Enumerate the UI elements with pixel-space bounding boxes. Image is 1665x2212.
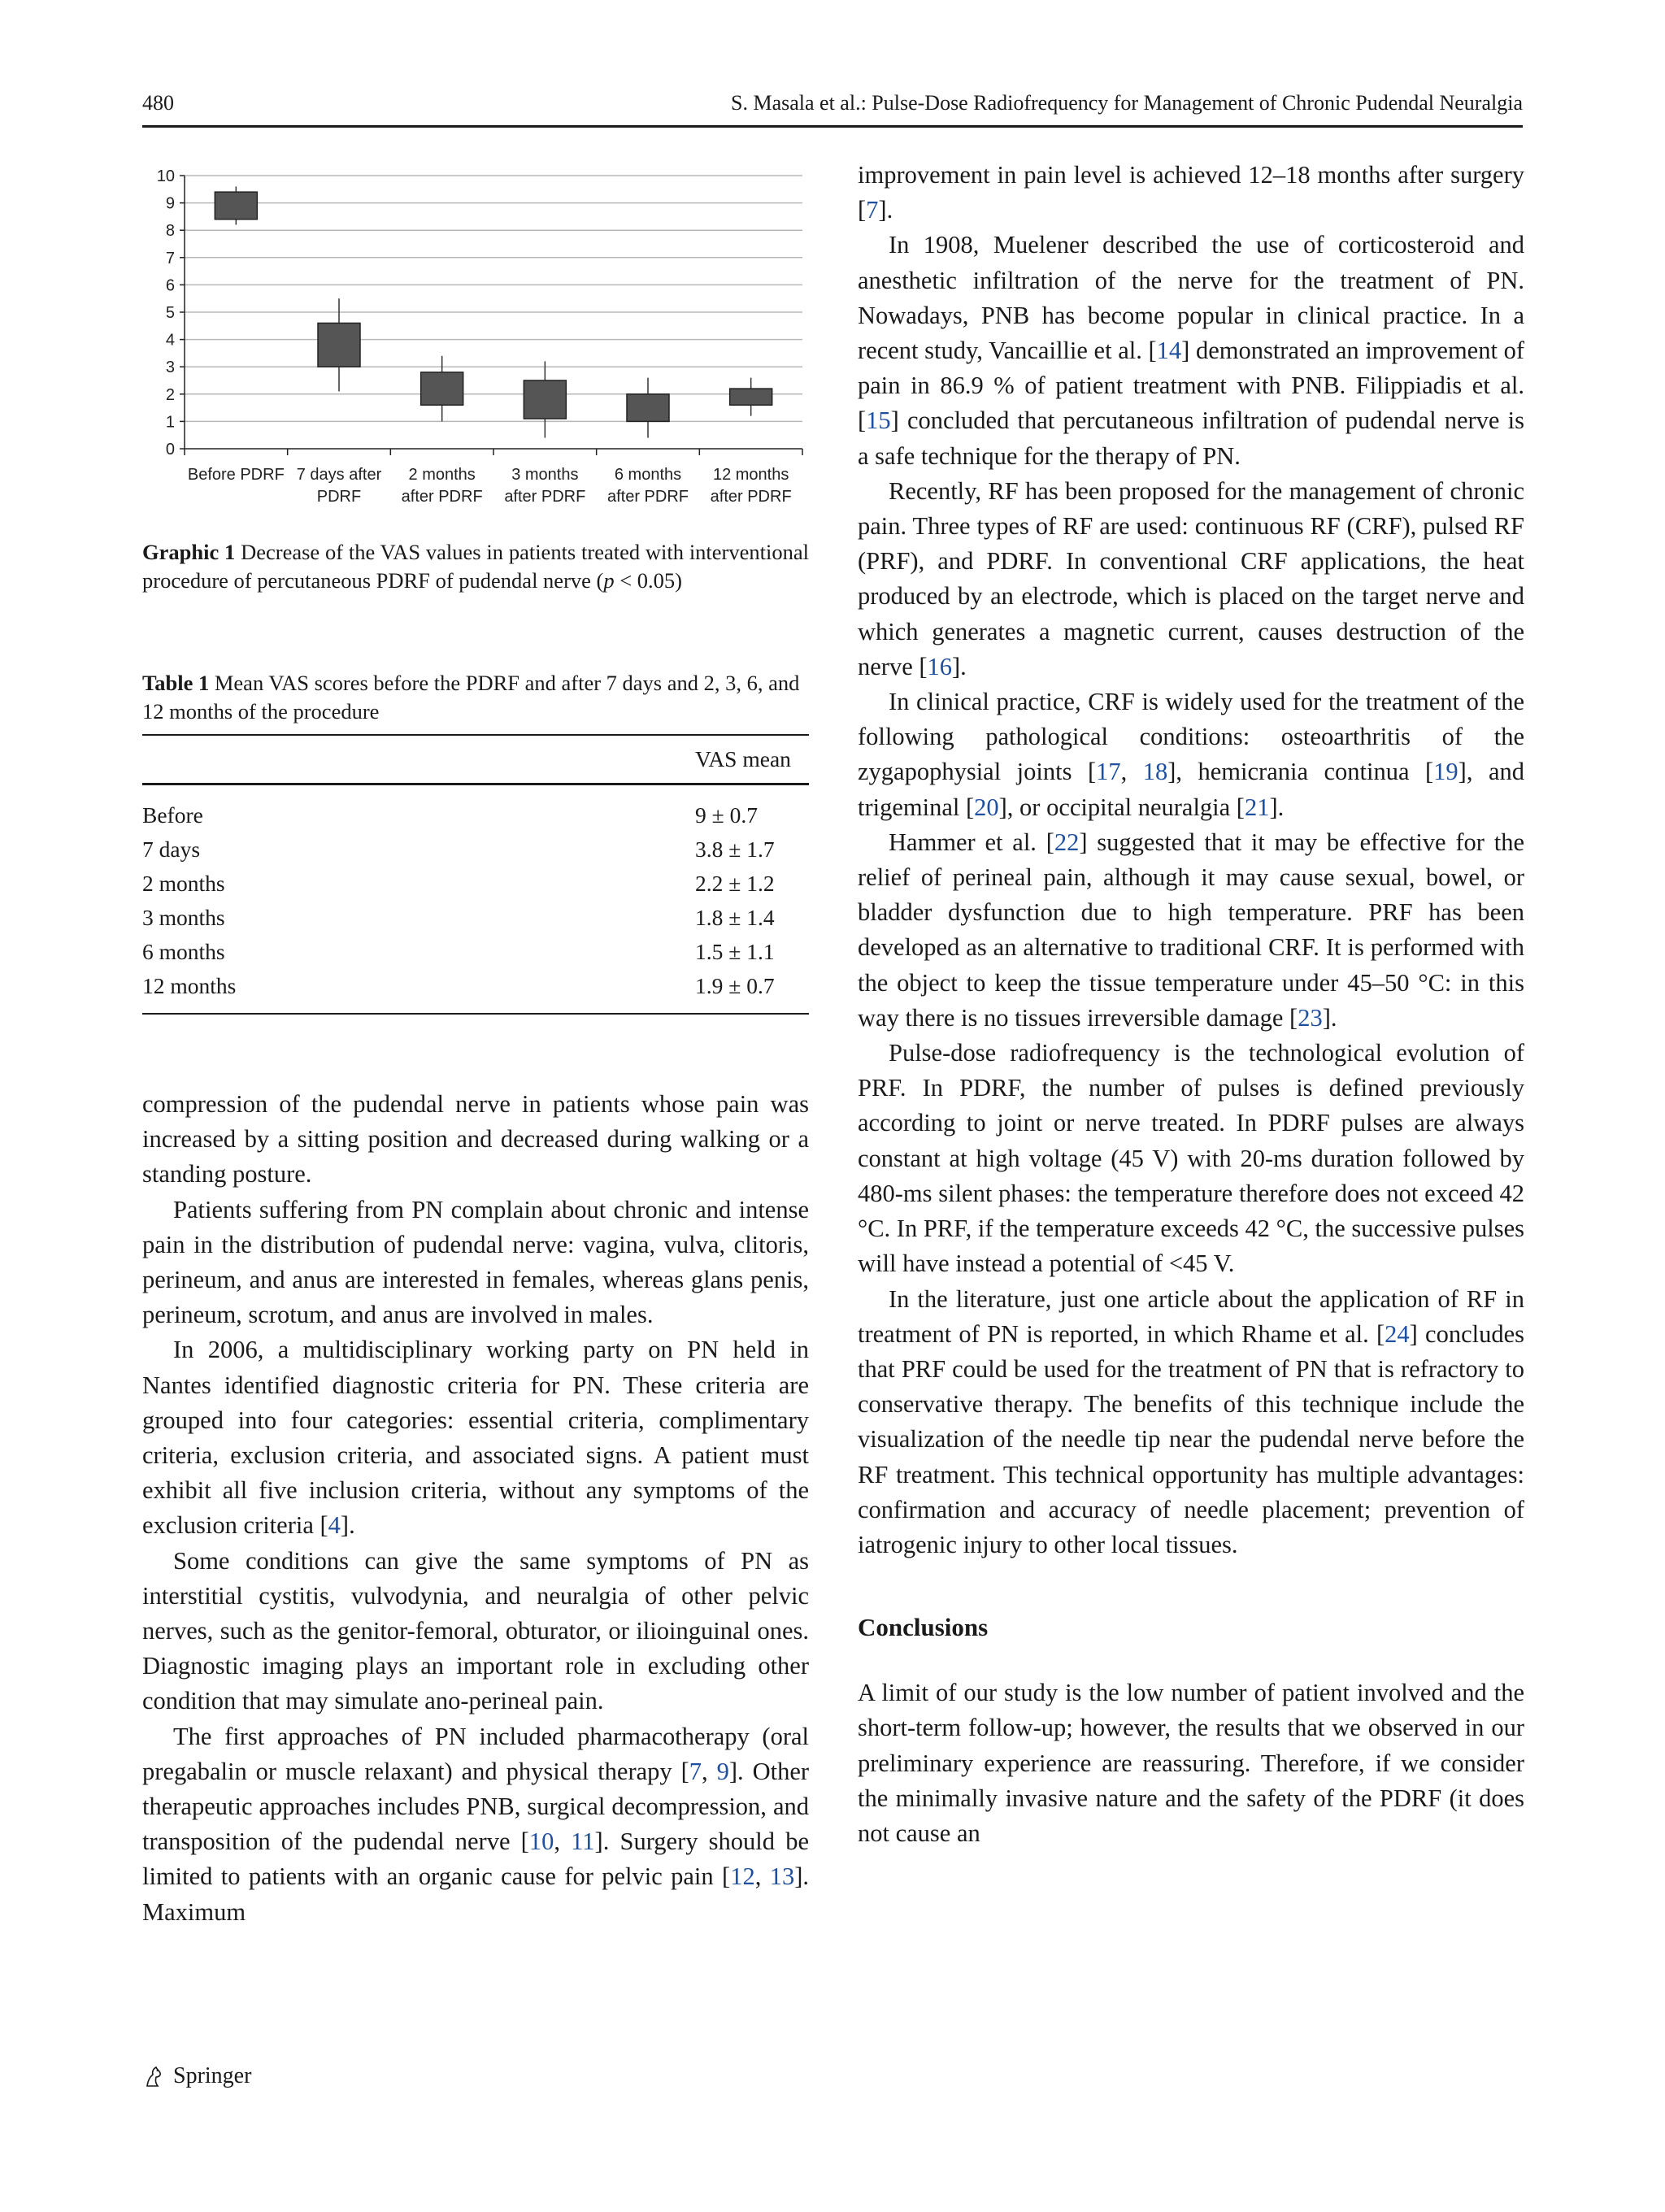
- citation-link[interactable]: 14: [1156, 337, 1182, 365]
- text: The first approaches of PN included pharmacotherapy (oral pregabalin or muscle relaxant) and physical therapy [: [142, 1722, 809, 1785]
- row-label: 7 days: [142, 837, 201, 862]
- vas-chart-svg: [142, 163, 817, 520]
- row-value: 2.2 ± 1.2: [695, 871, 775, 896]
- paragraph: Some conditions can give the same symptoms of PN as interstitial cystitis, vulvodynia, and neuralgia of other pelvic nerves, such as the genitor-femoral, obturator, or ilioinguinal ones. Diagnostic imaging plays an important role in excluding other condition that may simulate ano-perineal pain.: [142, 1546, 809, 1715]
- text: ,: [1120, 758, 1143, 786]
- text: ].: [952, 652, 967, 680]
- y-tick-label: 3: [165, 359, 175, 377]
- citation-link[interactable]: 18: [1142, 758, 1168, 786]
- row-value: 3.8 ± 1.7: [695, 837, 775, 862]
- x-tick-label: 7 days after: [296, 466, 382, 484]
- candle-box: [627, 394, 669, 422]
- row-value: 1.5 ± 1.1: [695, 939, 775, 964]
- row-value: 1.9 ± 0.7: [695, 969, 809, 1014]
- x-tick-label: 6 months: [614, 466, 682, 484]
- paragraph: [858, 158, 1524, 228]
- figure-label: Graphic 1: [142, 540, 236, 564]
- running-title: S. Masala et al.: Pulse-Dose Radiofrequency for Management of Chronic Pudendal Neuralgia: [731, 91, 1523, 115]
- paragraph: Pulse-dose radiofrequency is the technological evolution of PRF. In PDRF, the number of pulses is defined previously according to joint or nerve treated. In PDRF pulses are always constant at high voltage (45 V) with 20-ms duration followed by 480-ms silent phases: the temperature therefore does not exceed 42 °C. In PRF, if the temperature exceeds 42 °C, the successive pulses will have instead a potential of <45 V.: [858, 1039, 1524, 1278]
- y-tick-label: 7: [165, 249, 175, 267]
- text: In 2006, a multidisciplinary working party on PN held in Nantes identified diagnostic criteria for PN. These criteria are grouped into four categories: essential criteria, complimentary criteria, exclusion criteria, and associated signs. A patient must exhibit all five inclusion criteria, without any symptoms of the exclusion criteria [: [142, 1336, 809, 1540]
- table-header-row: [142, 735, 809, 784]
- row-value: 1.8 ± 1.4: [695, 905, 775, 930]
- text: ]. Other therapeutic approaches includes PNB, surgical decompression, and transposition of the pudendal nerve [: [142, 1757, 810, 1856]
- citation-link[interactable]: 22: [1054, 828, 1080, 856]
- text: ], and trigeminal [: [858, 758, 1524, 821]
- springer-horse-icon: [142, 2064, 167, 2088]
- table-row: [142, 935, 809, 969]
- x-tick-label: 12 months: [712, 466, 789, 484]
- text: improvement in pain level is achieved 12–18 months after surgery [: [858, 161, 1524, 224]
- x-tick-label: 2 months: [408, 466, 476, 484]
- section-heading-conclusions: Conclusions: [858, 1613, 989, 1642]
- citation-link[interactable]: 7: [689, 1757, 702, 1785]
- table-caption: [142, 669, 809, 725]
- citation-link[interactable]: 24: [1385, 1319, 1410, 1348]
- table-row: [142, 901, 809, 935]
- paragraph: [858, 1282, 1524, 1563]
- y-tick-label: 6: [165, 276, 175, 295]
- y-tick-label: 1: [165, 413, 175, 432]
- left-column: [142, 1087, 809, 1930]
- row-label: Before: [142, 802, 203, 828]
- x-tick-label: Before PDRF: [187, 466, 285, 484]
- x-tick-label: after PDRF: [401, 488, 483, 506]
- figure-caption-end: < 0.05): [614, 567, 683, 593]
- row-label: 2 months: [142, 871, 225, 896]
- text: ] demonstrated an improvement of pain in 86.9 % of patient treatment with PNB. Filippiadis et al. [: [858, 337, 1524, 435]
- text: ,: [702, 1757, 717, 1785]
- paragraph: [142, 1332, 809, 1543]
- citation-link[interactable]: 21: [1244, 793, 1270, 821]
- table-caption-text: Mean VAS scores before the PDRF and after 7 days and 2, 3, 6, and 12 months of the procedure: [142, 671, 800, 724]
- figure-caption: [142, 538, 809, 594]
- text: ,: [554, 1827, 572, 1856]
- vas-chart: [142, 163, 817, 520]
- paragraph: [142, 1719, 809, 1930]
- paragraph: [858, 228, 1524, 473]
- header-rule: [142, 125, 1523, 128]
- citation-link[interactable]: 23: [1298, 1003, 1323, 1032]
- paragraph: Patients suffering from PN complain about chronic and intense pain in the distribution of pudendal nerve: vagina, vulva, clitoris, perineum, and anus are interested in females, whereas glans penis, perineum, scrotum, and anus are involved in males.: [142, 1195, 809, 1329]
- table-row: [142, 832, 809, 867]
- text: ].: [878, 196, 893, 224]
- text: ].: [1269, 793, 1285, 821]
- table-label: Table 1: [142, 671, 210, 695]
- citation-link[interactable]: 10: [528, 1827, 554, 1856]
- x-tick-label: after PDRF: [504, 488, 586, 506]
- citation-link[interactable]: 15: [866, 406, 891, 435]
- y-tick-label: 8: [165, 222, 175, 241]
- y-tick-label: 5: [165, 304, 175, 322]
- citation-link[interactable]: 7: [866, 196, 879, 224]
- text: In clinical practice, CRF is widely used for the treatment of the following pathological conditions: osteoarthritis of the zygapophysial joints [: [858, 688, 1524, 786]
- y-tick-label: 0: [165, 441, 175, 458]
- text: Recently, RF has been proposed for the management of chronic pain. Three types of RF are used: continuous RF (CRF), pulsed RF (PRF), and PDRF. In conventional CRF applications, the heat produced by an electrode, which is placed on the target nerve and which generates a magnetic current, causes destruction of the nerve [: [858, 476, 1524, 680]
- table-header-label: [142, 735, 695, 784]
- citation-link[interactable]: 4: [328, 1511, 341, 1540]
- text: ], hemicrania continua [: [1167, 758, 1434, 786]
- table-row: [142, 867, 809, 901]
- candle-box: [421, 372, 463, 405]
- citation-link[interactable]: 17: [1096, 758, 1121, 786]
- candle-box: [318, 323, 360, 367]
- paragraph: compression of the pudendal nerve in patients whose pain was increased by a sitting position and decreased during walking or a standing posture.: [142, 1090, 809, 1189]
- text: ], or occipital neuralgia [: [998, 793, 1245, 821]
- candle-box: [730, 389, 772, 405]
- figure-caption-p: p: [603, 567, 615, 593]
- text: ]. Surgery should be limited to patients with an organic cause for pelvic pain [: [142, 1827, 809, 1891]
- citation-link[interactable]: 13: [769, 1862, 795, 1891]
- row-label: 6 months: [142, 939, 225, 964]
- text: ]. Maximum: [142, 1862, 810, 1926]
- table-row: [142, 784, 809, 833]
- paragraph: [858, 684, 1524, 825]
- paragraph: A limit of our study is the low number of patient involved and the short-term follow-up; however, the results that we observed in our preliminary experience are reassuring. Therefore, if we consider the minimally invasive nature and the safety of the PDRF (it does not cause an: [858, 1679, 1524, 1847]
- text: Hammer et al. [: [889, 828, 1054, 856]
- citation-link[interactable]: 19: [1433, 758, 1459, 786]
- x-tick-label: after PDRF: [606, 488, 689, 506]
- citation-link[interactable]: 11: [571, 1827, 595, 1856]
- citation-link[interactable]: 9: [716, 1757, 729, 1785]
- y-tick-label: 9: [165, 194, 175, 213]
- figure-caption-text: Decrease of the VAS values in patients treated with interventional procedure of percutaneous PDRF of pudendal nerve (: [142, 540, 809, 593]
- text: ].: [340, 1511, 355, 1540]
- text: ] concludes that PRF could be used for the treatment of PN that is refractory to conservative therapy. The benefits of this technique include the visualization of the needle tip near the pudendal nerve before the RF treatment. This technical opportunity has multiple advantages: confirmation and accuracy of needle placement; prevention of iatrogenic injury to other local tissues.: [858, 1319, 1524, 1558]
- y-tick-label: 4: [165, 331, 175, 350]
- x-tick-label: PDRF: [316, 488, 362, 506]
- row-label: 3 months: [142, 905, 225, 930]
- footer: [142, 2063, 251, 2089]
- text: ,: [754, 1862, 770, 1891]
- citation-link[interactable]: 16: [927, 652, 953, 680]
- x-tick-label: after PDRF: [710, 488, 792, 506]
- text: ] concluded that percutaneous infiltration of pudendal nerve is a safe technique for the therapy of PN.: [858, 406, 1524, 470]
- table-header-value: VAS mean: [695, 735, 809, 784]
- x-tick-label: 3 months: [511, 466, 579, 484]
- row-value: 9 ± 0.7: [695, 802, 758, 828]
- page-number: 480: [142, 91, 174, 115]
- publisher-name: Springer: [173, 2063, 252, 2088]
- text: In 1908, Muelener described the use of corticosteroid and anesthetic infiltration of the nerve for the treatment of PN. Nowadays, PNB has become popular in clinical practice. In a recent study, Vancaillie et al. [: [858, 231, 1524, 365]
- y-tick-label: 10: [156, 167, 175, 185]
- candle-box: [524, 380, 566, 419]
- citation-link[interactable]: 20: [974, 793, 999, 821]
- paragraph: [858, 825, 1524, 1036]
- table-row: [142, 969, 809, 1014]
- row-label: 12 months: [142, 969, 695, 1014]
- citation-link[interactable]: 12: [730, 1862, 755, 1891]
- paragraph: [858, 474, 1524, 684]
- right-column: [858, 158, 1524, 1851]
- y-tick-label: 2: [165, 385, 175, 404]
- vas-table-wrap: [142, 734, 809, 1015]
- text: ].: [1322, 1003, 1337, 1032]
- vas-table: [142, 734, 809, 1015]
- candle-box: [215, 192, 257, 219]
- text: In the literature, just one article about the application of RF in treatment of PN is reported, in which Rhame et al. [: [858, 1284, 1524, 1348]
- text: ] suggested that it may be effective for the relief of perineal pain, although it may cause sexual, bowel, or bladder dysfunction due to high temperature. PRF has been developed as an alternative to traditional CRF. It is performed with the object to keep the tissue temperature under 45–50 °C: in this way there is no tissues irreversible damage [: [858, 828, 1524, 1032]
